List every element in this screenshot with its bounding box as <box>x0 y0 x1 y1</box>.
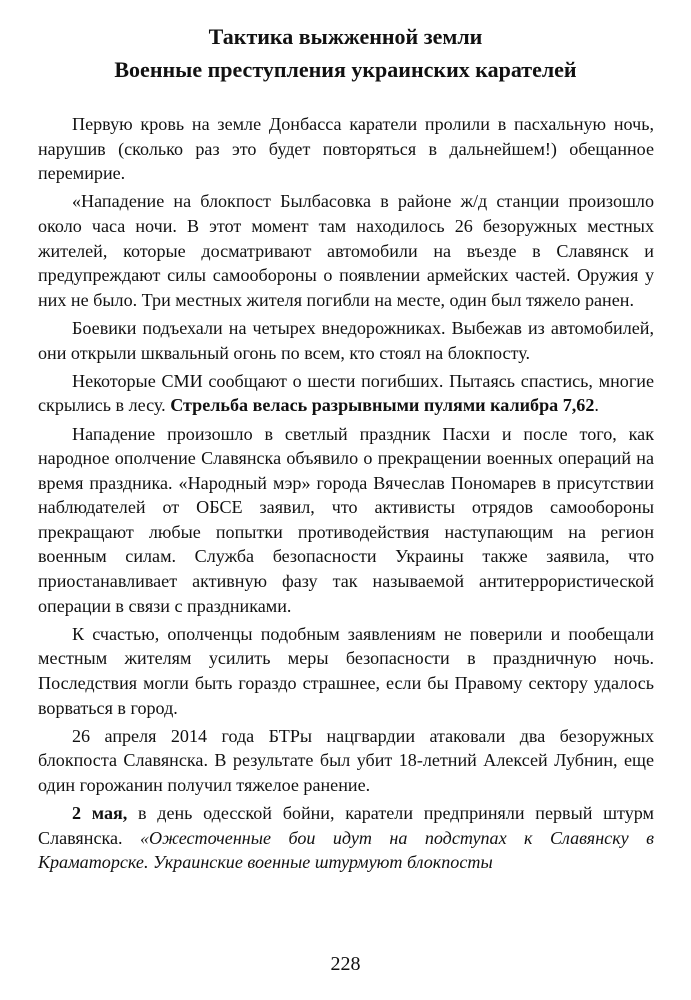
page-number: 228 <box>330 953 361 975</box>
paragraph-4-bold: Стрельба велась разрывными пулями калибра 7,62 <box>170 395 595 416</box>
paragraph-1: Первую кровь на земле Донбасса каратели пролили в пасхальную ночь, нарушив (сколько раз это будет повторяться в дальнейшем!) обещанное перемирие. <box>38 114 654 184</box>
chapter-title <box>40 20 651 86</box>
paragraph-2: «Нападение на блокпост Былбасовка в районе ж/д станции произошло около часа ночи. В этот момент там находилось 26 безоружных местных жителей, которые досматривают автомобили на въезде в Славянск и предупреждают силы самообороны о появлении армейских частей. Оружия у них не было. Три местных жителя погибли на месте, один был тяжело ранен. <box>38 191 654 310</box>
body-text <box>38 112 654 879</box>
paragraph-8-text: в день одесской бойни, каратели предприняли первый штурм Славянска. <box>38 803 654 848</box>
title-line-2: Военные преступления украинских карателей <box>114 57 577 82</box>
paragraph-7: 26 апреля 2014 года БТРы нацгвардии атаковали два безоружных блокпоста Славянска. В результате был убит 18-летний Алексей Лубнин, еще один горожанин получил тяжелое ранение. <box>38 725 654 795</box>
paragraph-8-quote: «Ожесточенные бои идут на подступах к Славянску в Краматорске. Украинские военные штурмуют блокпосты <box>38 827 654 873</box>
paragraph-4-text: Некоторые СМИ сообщают о шести погибших. Пытаясь спастись, многие скрылись в лесу. <box>38 370 654 416</box>
paragraph-6: К счастью, ополченцы подобным заявлениям не поверили и пообещали местным жителям усилить меры безопасности в праздничную ночь. Последствия могли быть гораздо страшнее, если бы Правому сектору удалось ворваться в город. <box>38 623 654 718</box>
paragraph-3: Боевики подъехали на четырех внедорожниках. Выбежав из автомобилей, они открыли шквальный огонь по всем, кто стоял на блокпосту. <box>38 317 654 363</box>
title-line-1: Тактика выжженной земли <box>208 24 483 49</box>
paragraph-5: Нападение произошло в светлый праздник Пасхи и после того, как народное ополчение Славянска объявило о прекращении военных операций на время праздника. «Народный мэр» города Вячеслав Пономарев в присутствии наблюдателей от ОБСЕ заявил, что активисты отрядов самообороны прекращают любые попытки противодействия наступающим на регион военным силам. Служба безопасности Украины также заявила, что приостанавливает активную фазу так называемой антитеррористической операции в связи с праздниками. <box>38 423 654 616</box>
paragraph-4 <box>38 369 654 418</box>
paragraph-8-date: 2 мая, <box>72 803 128 824</box>
paragraph-4-end: . <box>594 395 599 416</box>
paragraph-8 <box>38 801 654 875</box>
